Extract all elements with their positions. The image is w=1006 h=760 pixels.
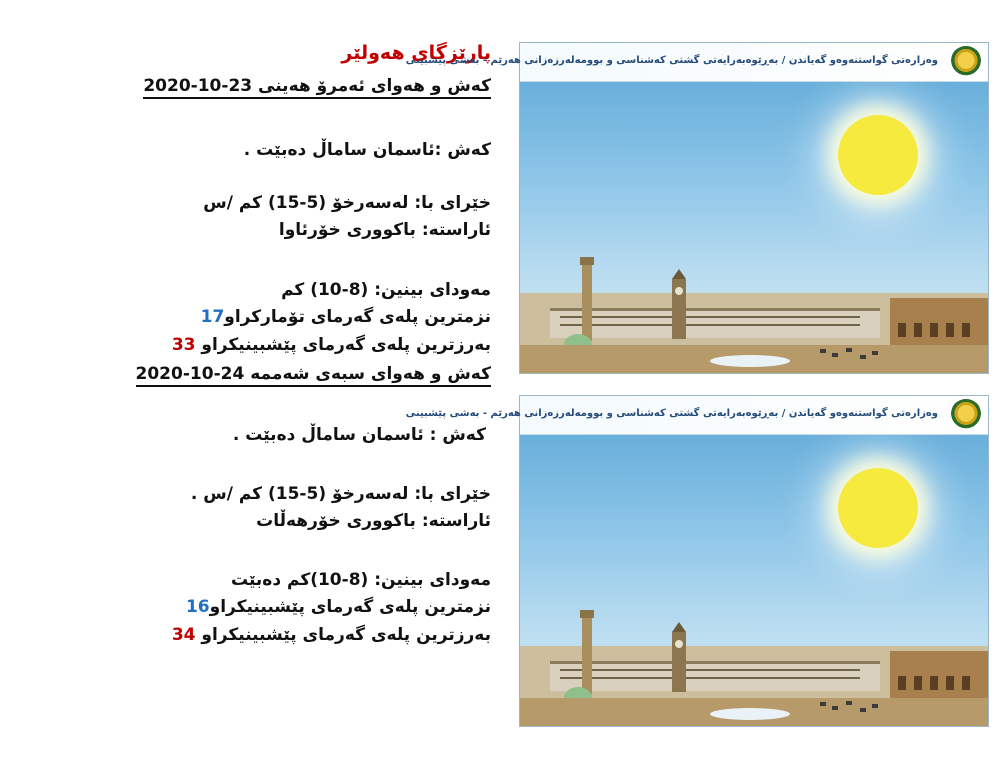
ministry-banner	[405, 396, 988, 435]
day2-max-temp-value: 34	[171, 625, 196, 645]
day1-max-temp-value: 33	[171, 335, 196, 355]
day1-min-temp	[201, 307, 491, 327]
day1-wind-direction: ئاراستە: باکووری خۆرئاوا	[278, 220, 491, 240]
erbil-citadel-skyline	[520, 606, 988, 726]
day2-min-temp-label: نزمترین پلەی گەرمای پێشبینیکراو	[209, 597, 491, 617]
day1-sky: کەش :ئاسمان ساماڵ دەبێت .	[243, 140, 491, 160]
day2-max-temp-label: بەرزترین پلەی گەرمای پێشبینیکراو	[201, 625, 491, 645]
kurdistan-emblem-icon	[950, 399, 982, 431]
day2-max-temp	[172, 625, 491, 645]
day1-wind-speed: خێرای با: لەسەرخۆ (5-15) کم /س	[203, 193, 491, 213]
ministry-banner-text: وەزارەتی گواستنەوەو گەیاندن / بەڕێوەبەرایەتی گشتی کەشناسی و بوومەلەرزەزانی هەرێم - بەشی پێشبینی	[405, 408, 938, 419]
day1-min-temp-value: 17	[200, 307, 225, 327]
day2-heading: کەش و هەوای سبەی شەممە 24-10-2020	[136, 364, 492, 387]
day1-min-temp-label: نزمترین پلەی گەرمای تۆمارکراو	[224, 307, 491, 327]
day1-max-temp	[172, 335, 491, 355]
location-title: پارێزگای هەولێر	[341, 42, 491, 64]
day1-heading: کەش و هەوای ئەمرۆ هەینی 23-10-2020	[143, 76, 491, 99]
sun-icon	[838, 468, 918, 548]
erbil-citadel-skyline	[520, 253, 988, 373]
kurdistan-emblem-icon	[950, 46, 982, 78]
day1-visibility: مەودای بینین: (8-10) کم	[281, 280, 491, 300]
day2-wind-direction: ئاراستە: باکووری خۆرهەڵات	[256, 511, 491, 531]
day2-visibility: مەودای بینین: (8-10)کم دەبێت	[230, 570, 491, 590]
day2-min-temp-value: 16	[185, 597, 210, 617]
sun-icon	[838, 115, 918, 195]
ministry-banner-text: وەزارەتی گواستنەوەو گەیاندن / بەڕێوەبەرایەتی گشتی کەشناسی و بوومەلەرزەزانی هەرێم - بەشی پێشبینی	[405, 55, 938, 66]
day2-wind-speed: خێرای با: لەسەرخۆ (5-15) کم /س .	[190, 484, 491, 504]
day2-sky: کەش : ئاسمان ساماڵ دەبێت .	[232, 425, 486, 445]
day2-min-temp	[186, 597, 491, 617]
weather-image-tomorrow	[405, 395, 989, 727]
day1-max-temp-label: بەرزترین پلەی گەرمای پێشبینیکراو	[201, 335, 491, 355]
